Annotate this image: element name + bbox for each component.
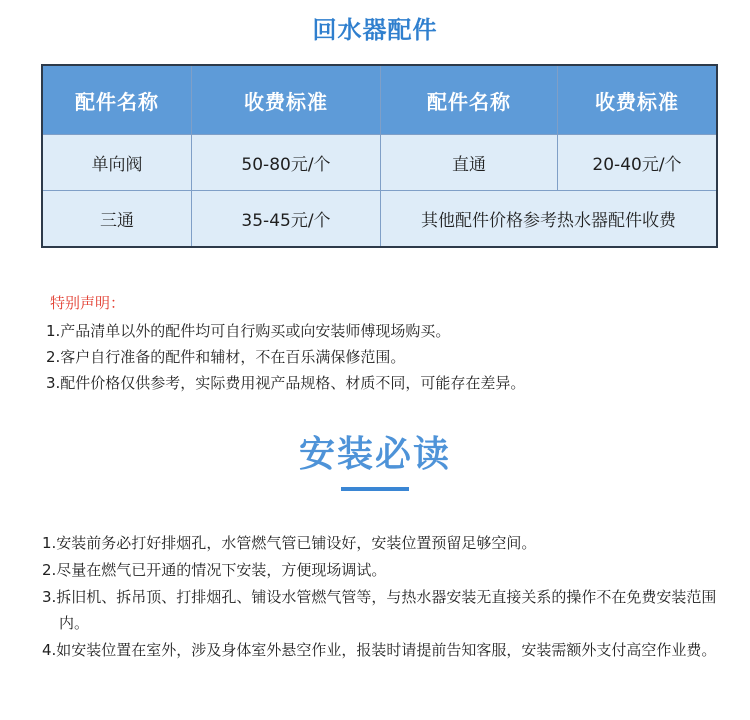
cell-item-name: 单向阀	[42, 135, 192, 191]
col-header-price-1: 收费标准	[192, 65, 381, 135]
cell-item-name: 三通	[42, 191, 192, 248]
list-item: 4.如安装位置在室外，涉及身体室外悬空作业，报装时请提前告知客服，安装需额外支付高空作业费。	[42, 641, 717, 659]
col-header-price-2: 收费标准	[558, 65, 718, 135]
list-item: 3.配件价格仅供参考，实际费用视产品规格、材质不同，可能存在差异。	[46, 374, 526, 392]
list-item: 3.拆旧机、拆吊顶、打排烟孔、铺设水管燃气管等，与热水器安装无直接关系的操作不在免费安装范围内。	[42, 588, 717, 632]
cell-item-name: 直通	[381, 135, 558, 191]
title-underline	[341, 487, 409, 491]
table-row	[42, 135, 717, 191]
col-header-name-1: 配件名称	[42, 65, 192, 135]
list-item: 2.客户自行准备的配件和辅材，不在百乐满保修范围。	[46, 348, 406, 366]
cell-item-price: 20-40元/个	[558, 135, 718, 191]
notice-list	[46, 318, 726, 396]
list-item: 2.尽量在燃气已开通的情况下安装，方便现场调试。	[42, 561, 387, 579]
table-header-row	[42, 65, 717, 135]
col-header-name-2: 配件名称	[381, 65, 558, 135]
accessories-title: 回水器配件	[312, 16, 438, 44]
list-item: 1.安装前务必打好排烟孔，水管燃气管已铺设好，安装位置预留足够空间。	[42, 534, 537, 552]
install-list	[42, 530, 732, 664]
notice-title: 特别声明：	[50, 294, 126, 312]
cell-item-price: 35-45元/个	[192, 191, 381, 248]
table-row	[42, 191, 717, 248]
cell-item-price: 50-80元/个	[192, 135, 381, 191]
accessories-price-table	[41, 64, 718, 248]
cell-other-note: 其他配件价格参考热水器配件收费	[381, 191, 718, 248]
install-section-title: 安装必读	[298, 434, 451, 475]
list-item: 1.产品清单以外的配件均可自行购买或向安装师傅现场购买。	[46, 322, 451, 340]
